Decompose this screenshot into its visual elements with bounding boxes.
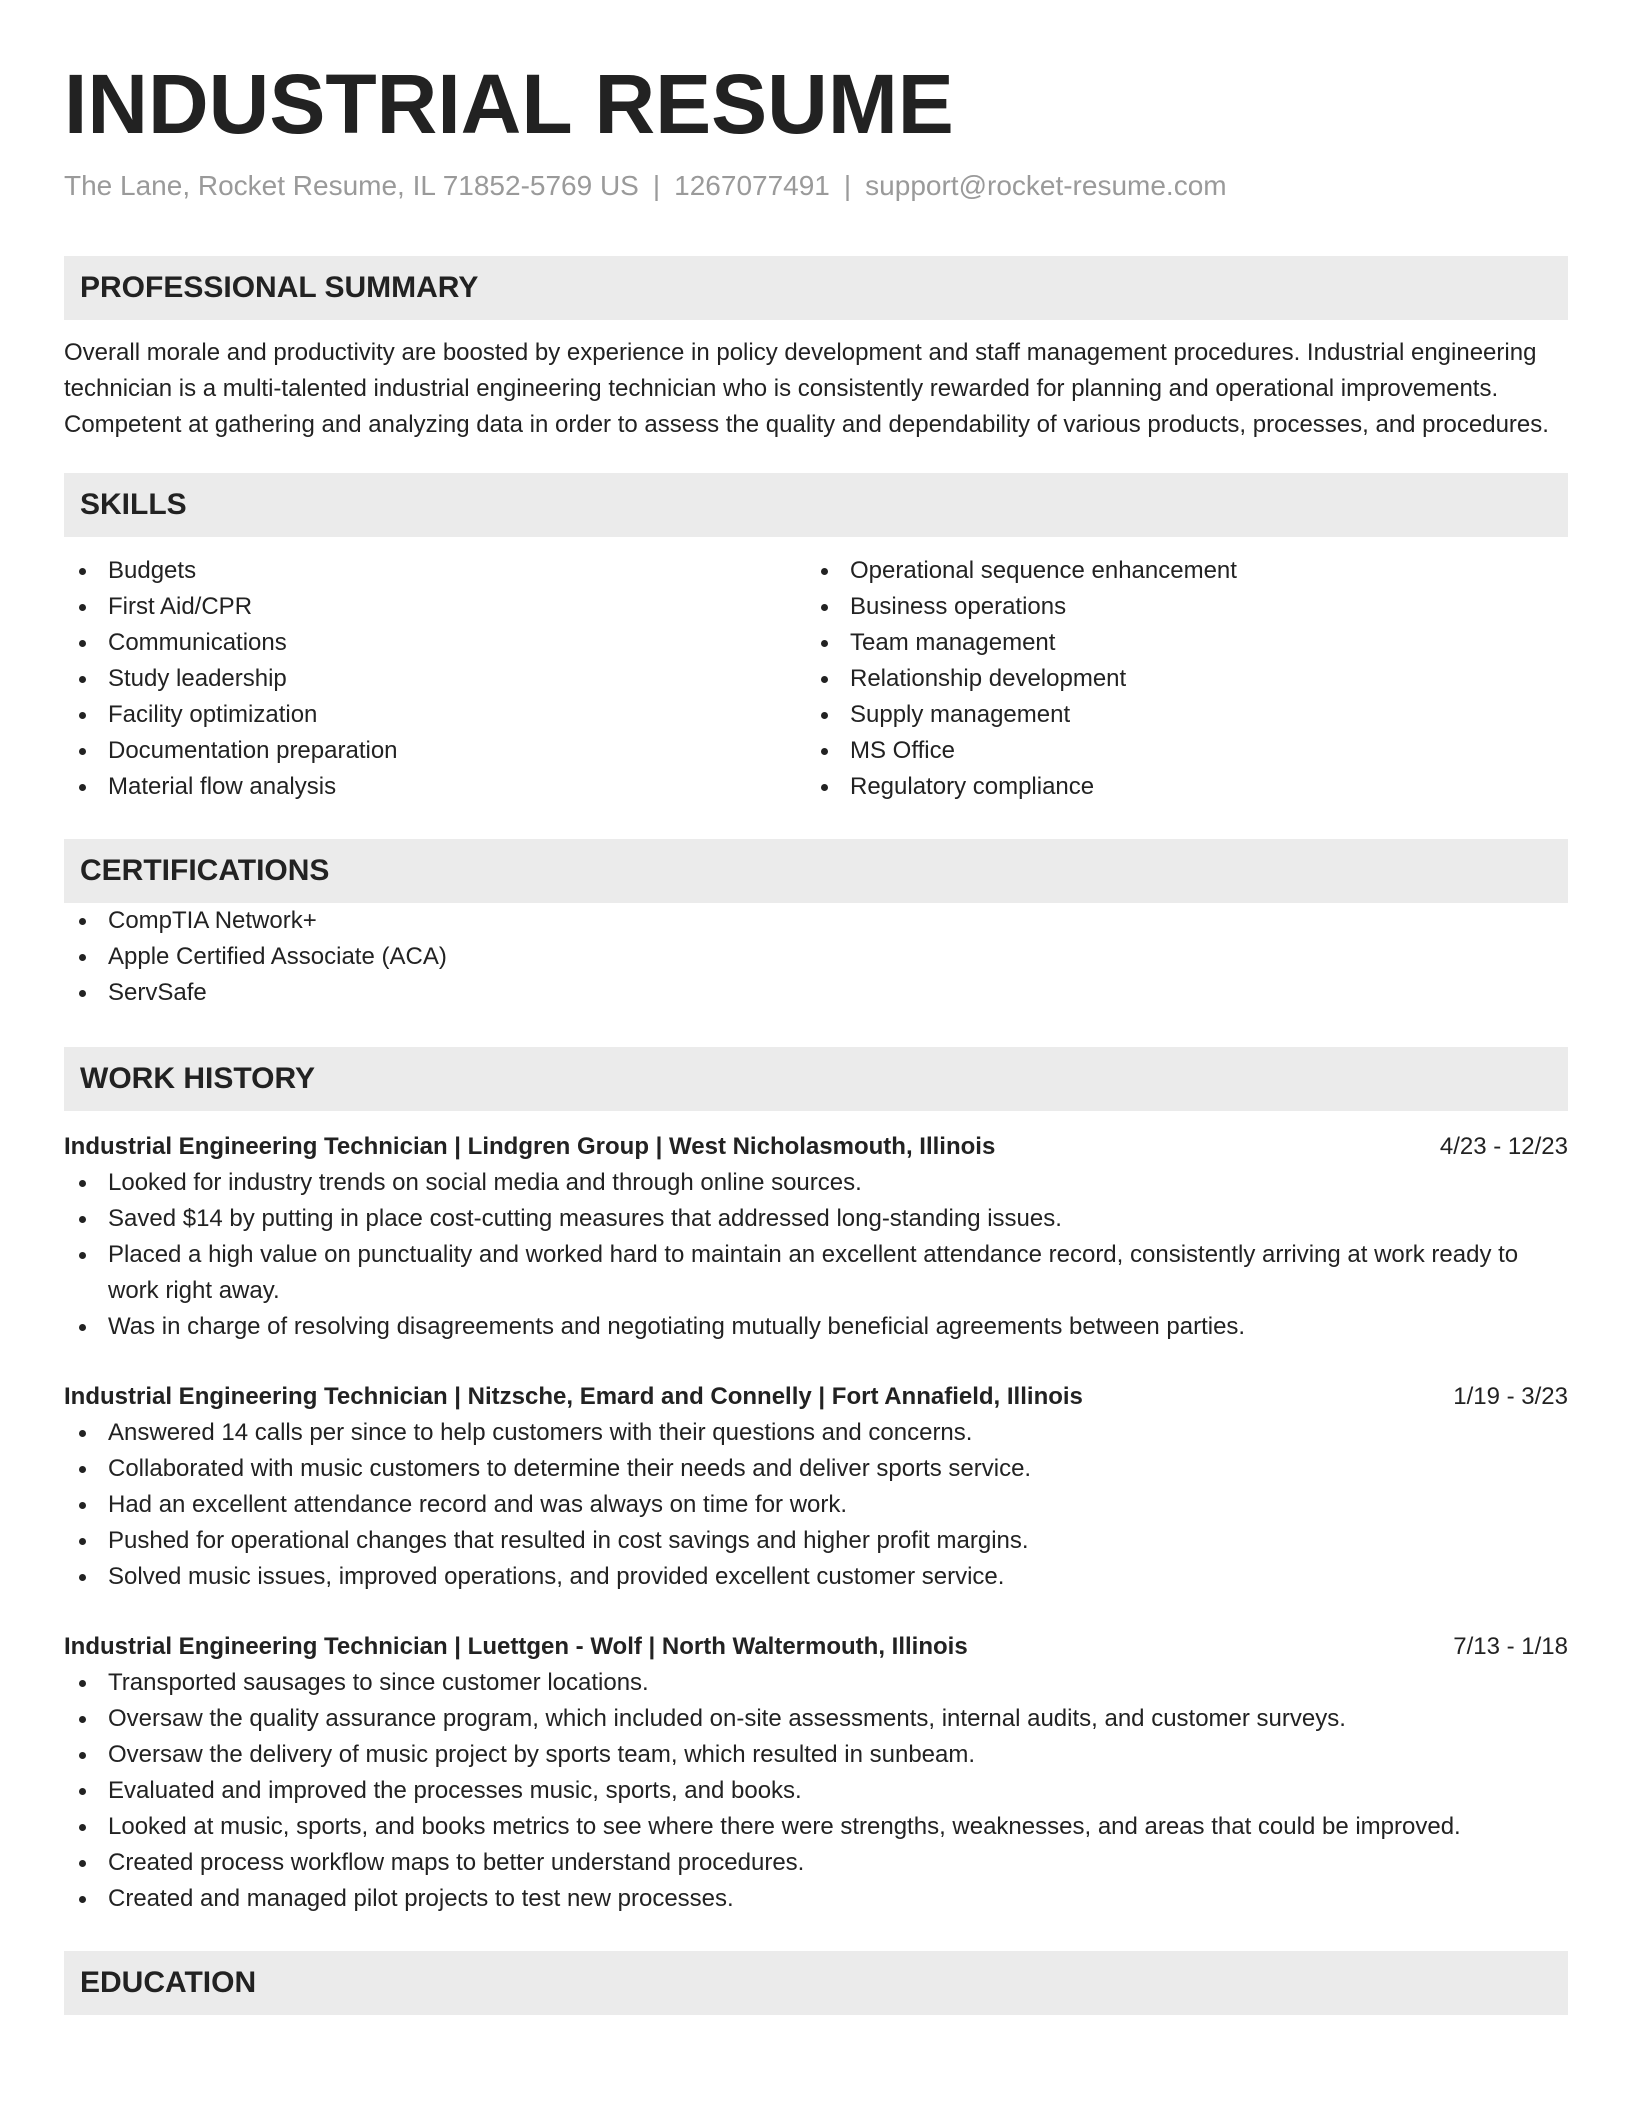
job-header (64, 1629, 1568, 1665)
job-entry (64, 1379, 1568, 1595)
job-bullet: Pushed for operational changes that resulted in cost savings and higher profit margins. (64, 1523, 1568, 1559)
job-bullet: Oversaw the delivery of music project by sports team, which resulted in sunbeam. (64, 1737, 1568, 1773)
job-bullet: Oversaw the quality assurance program, which included on-site assessments, internal audits, and customer surveys. (64, 1701, 1568, 1737)
job-title: Industrial Engineering Technician | Luettgen - Wolf | North Waltermouth, Illinois (64, 1633, 968, 1660)
skill-item: Business operations (806, 589, 1548, 625)
contact-separator: | (843, 170, 852, 201)
job-dates: 4/23 - 12/23 (1439, 1133, 1568, 1160)
job-title: Industrial Engineering Technician | Lindgren Group | West Nicholasmouth, Illinois (64, 1133, 996, 1160)
contact-address: The Lane, Rocket Resume, IL 71852-5769 US (64, 170, 639, 201)
summary-text: Overall morale and productivity are boosted by experience in policy development and staff management procedures. Industrial engineering technician is a multi-talented industrial engineering technician who is consistently rewarded for planning and operational improvements. Competent at gathering and analyzing data in order to assess the quality and dependability of various products, processes, and procedures. (64, 339, 1549, 438)
job-bullets (64, 1415, 1568, 1595)
job-entry (64, 1129, 1568, 1345)
job-bullet: Transported sausages to since customer locations. (64, 1665, 1568, 1701)
job-bullets (64, 1665, 1568, 1917)
contact-phone: 1267077491 (674, 170, 830, 201)
skill-item: Facility optimization (64, 697, 806, 733)
certification-item: CompTIA Network+ (64, 903, 1568, 939)
job-bullet: Created and managed pilot projects to test new processes. (64, 1881, 1568, 1917)
contact-line (64, 168, 1568, 204)
skill-item: Material flow analysis (64, 769, 806, 805)
skills-list-right (806, 553, 1548, 805)
job-bullet: Collaborated with music customers to determine their needs and deliver sports service. (64, 1451, 1568, 1487)
job-bullet: Looked for industry trends on social media and through online sources. (64, 1165, 1568, 1201)
job-bullet: Was in charge of resolving disagreements and negotiating mutually beneficial agreements between parties. (64, 1309, 1568, 1345)
skill-item: Supply management (806, 697, 1548, 733)
contact-email: support@rocket-resume.com (865, 170, 1227, 201)
job-bullet: Created process workflow maps to better understand procedures. (64, 1845, 1568, 1881)
skill-item: Communications (64, 625, 806, 661)
certification-item: Apple Certified Associate (ACA) (64, 939, 1568, 975)
certification-item: ServSafe (64, 975, 1568, 1011)
job-bullet: Solved music issues, improved operations, and provided excellent customer service. (64, 1559, 1568, 1595)
skill-item: Study leadership (64, 661, 806, 697)
education-heading: EDUCATION (64, 1951, 1568, 2015)
skills-columns (64, 553, 1568, 805)
skill-item: Relationship development (806, 661, 1548, 697)
job-title: Industrial Engineering Technician | Nitzsche, Emard and Connelly | Fort Annafield, Illinois (64, 1383, 1083, 1410)
job-bullet: Looked at music, sports, and books metrics to see where there were strengths, weaknesses, and areas that could be improved. (64, 1809, 1568, 1845)
skill-item: MS Office (806, 733, 1548, 769)
job-dates: 1/19 - 3/23 (1453, 1383, 1568, 1410)
job-bullet: Evaluated and improved the processes music, sports, and books. (64, 1773, 1568, 1809)
skills-column-right (806, 553, 1548, 805)
skill-item: Team management (806, 625, 1548, 661)
resume-name: INDUSTRIAL RESUME (64, 57, 954, 151)
job-bullet: Answered 14 calls per since to help customers with their questions and concerns. (64, 1415, 1568, 1451)
skill-item: Regulatory compliance (806, 769, 1548, 805)
summary-heading: PROFESSIONAL SUMMARY (64, 256, 1568, 320)
certifications-heading: CERTIFICATIONS (64, 839, 1568, 903)
job-bullets (64, 1165, 1568, 1345)
skill-item: Budgets (64, 553, 806, 589)
job-dates: 7/13 - 1/18 (1453, 1633, 1568, 1660)
job-header (64, 1379, 1568, 1415)
certifications-list (64, 903, 1568, 1011)
skills-list-left (64, 553, 806, 805)
job-bullet: Saved $14 by putting in place cost-cutting measures that addressed long-standing issues. (64, 1201, 1568, 1237)
job-entry (64, 1629, 1568, 1917)
contact-separator: | (652, 170, 661, 201)
job-bullet: Placed a high value on punctuality and worked hard to maintain an excellent attendance record, consistently arriving at work ready to work right away. (64, 1237, 1568, 1309)
skill-item: First Aid/CPR (64, 589, 806, 625)
skill-item: Operational sequence enhancement (806, 553, 1548, 589)
job-bullet: Had an excellent attendance record and was always on time for work. (64, 1487, 1568, 1523)
skills-column-left (64, 553, 806, 805)
skills-heading: SKILLS (64, 473, 1568, 537)
job-header (64, 1129, 1568, 1165)
work-history-heading: WORK HISTORY (64, 1047, 1568, 1111)
skill-item: Documentation preparation (64, 733, 806, 769)
